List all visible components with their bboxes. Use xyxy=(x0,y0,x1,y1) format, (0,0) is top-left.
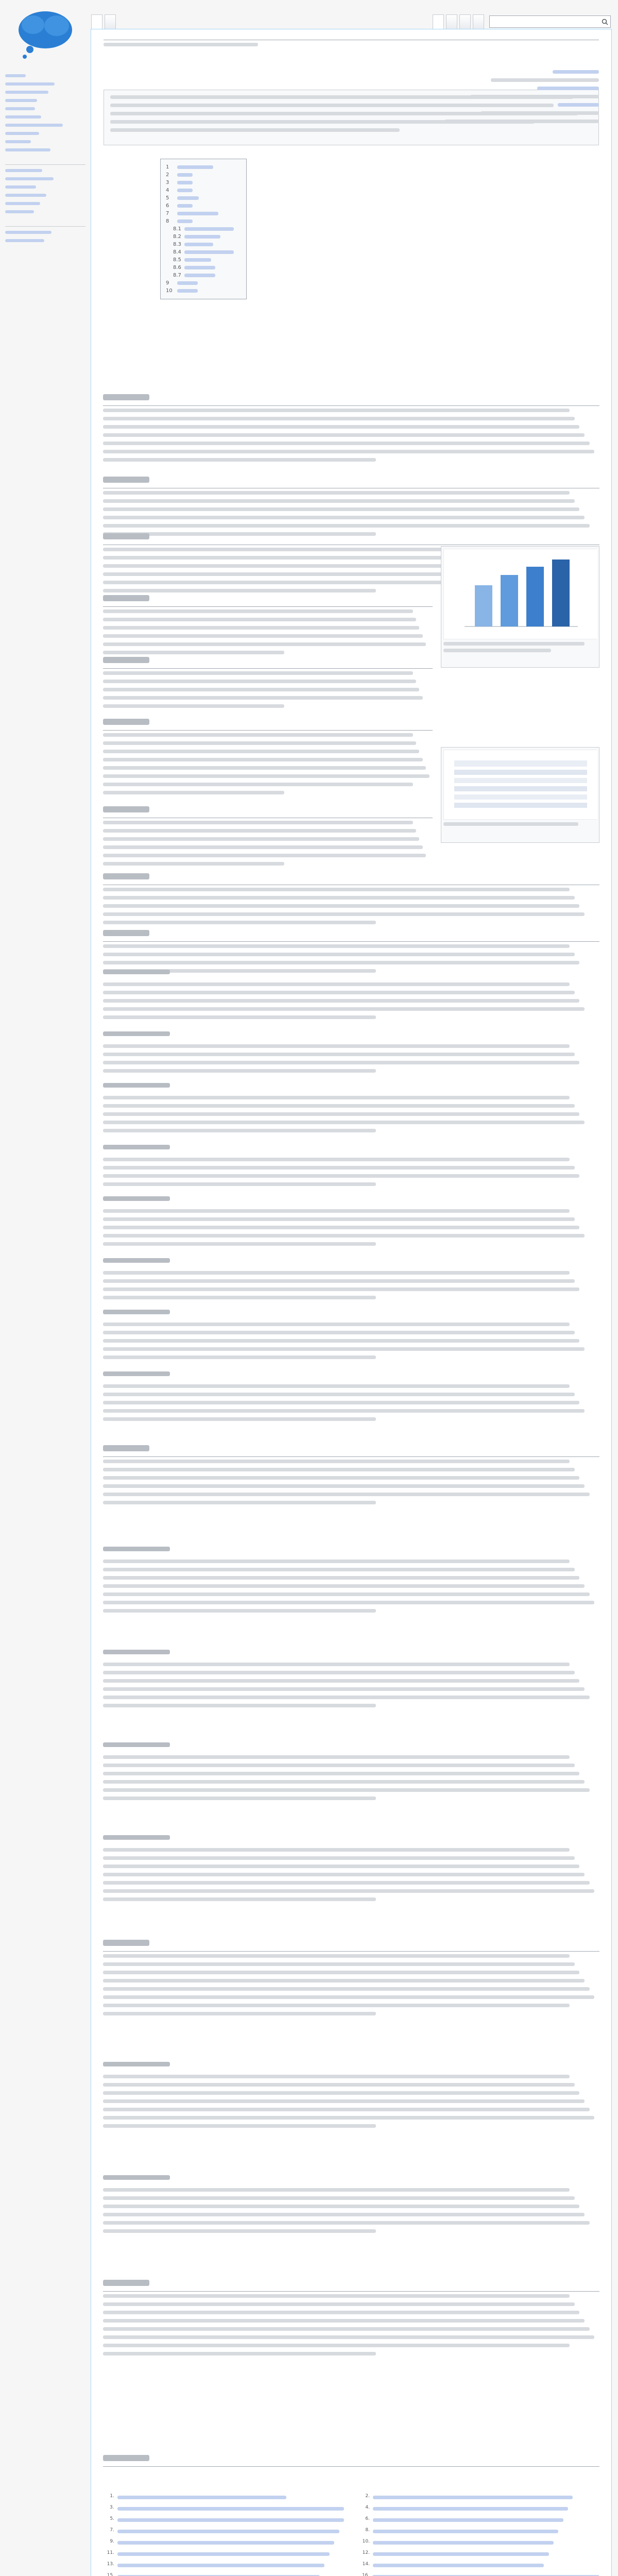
figure-box xyxy=(441,747,599,843)
subsection-heading xyxy=(103,1649,599,1660)
paragraph-line xyxy=(103,685,433,693)
paragraph-line xyxy=(103,1660,599,1668)
article-section xyxy=(103,392,599,464)
sidebar-link[interactable] xyxy=(5,113,85,122)
section-heading xyxy=(103,1443,599,1457)
paragraph-line xyxy=(103,1968,599,1976)
reference-item[interactable] xyxy=(358,2573,599,2576)
toc-item[interactable]: 2 xyxy=(166,171,241,179)
tab-history[interactable] xyxy=(473,14,484,29)
paragraph-line xyxy=(103,2210,599,2218)
subsection-heading xyxy=(103,2061,599,2072)
sidebar-heading xyxy=(5,225,85,227)
article-section xyxy=(103,2277,599,2358)
author-block xyxy=(429,67,599,125)
paragraph-line xyxy=(103,1701,599,1709)
reference-item[interactable] xyxy=(103,2516,344,2528)
article-section xyxy=(103,871,599,926)
article-section xyxy=(103,654,433,710)
paragraph-line xyxy=(103,988,599,996)
paragraph-line xyxy=(103,439,599,447)
paragraph-line xyxy=(103,488,599,497)
article-subsection xyxy=(103,1834,599,1903)
paragraph-line xyxy=(103,1293,599,1301)
paragraph-line xyxy=(103,505,599,513)
toc-item[interactable]: 8.4 xyxy=(166,248,241,256)
paragraph-line xyxy=(103,739,433,747)
paragraph-line xyxy=(103,818,433,826)
article-section xyxy=(103,716,433,796)
figure-caption xyxy=(443,639,597,652)
article-subsection xyxy=(103,1370,599,1423)
paragraph-line xyxy=(103,1118,599,1126)
paragraph-line xyxy=(103,1845,599,1854)
paragraph-line xyxy=(103,826,433,835)
subsection-heading xyxy=(103,1195,599,1207)
article-subsection xyxy=(103,1257,599,1301)
paragraph-line xyxy=(103,1042,599,1050)
sidebar-link[interactable] xyxy=(5,192,85,200)
reference-number: 12. xyxy=(362,2550,370,2555)
article-subsection xyxy=(103,1649,599,1709)
subsection-heading xyxy=(103,1082,599,1093)
paragraph-line xyxy=(103,1985,599,1993)
paragraph-line xyxy=(103,1126,599,1134)
section-heading xyxy=(103,531,599,545)
article-subsection xyxy=(103,1546,599,1615)
paragraph-line xyxy=(103,1155,599,1163)
search-icon[interactable] xyxy=(599,16,610,27)
tab-talk[interactable] xyxy=(105,14,116,29)
section-heading xyxy=(103,804,433,818)
site-logo[interactable] xyxy=(10,2,80,64)
article-subsection xyxy=(103,1082,599,1134)
sidebar-link[interactable] xyxy=(5,200,85,208)
article-section xyxy=(103,804,433,868)
toc-item[interactable]: 8.5 xyxy=(166,256,241,264)
toc-item[interactable]: 6 xyxy=(166,202,241,210)
section-heading xyxy=(103,592,433,607)
paragraph-line xyxy=(103,1207,599,1215)
paragraph-line xyxy=(103,1769,599,1777)
tab-edit-source[interactable] xyxy=(459,14,471,29)
paragraph-line xyxy=(103,1066,599,1075)
figure-image xyxy=(443,549,597,639)
site-subtitle xyxy=(104,42,599,49)
sidebar-link[interactable] xyxy=(5,183,85,192)
paragraph-line xyxy=(103,2325,599,2333)
sidebar-link[interactable] xyxy=(5,167,85,175)
article-subsection xyxy=(103,1309,599,1361)
article-section xyxy=(103,927,599,975)
paragraph-line xyxy=(103,607,433,615)
subsection-heading xyxy=(103,1030,599,1042)
paragraph-line xyxy=(103,2001,599,2009)
paragraph-line xyxy=(103,677,433,685)
paragraph-line xyxy=(103,1606,599,1615)
paragraph-line xyxy=(103,1163,599,1172)
paragraph-line xyxy=(103,2089,599,2097)
paragraph-line xyxy=(103,958,599,967)
paragraph-line xyxy=(103,788,433,796)
tab-article[interactable] xyxy=(91,14,102,29)
paragraph-line xyxy=(103,996,599,1005)
article-section xyxy=(103,2452,599,2467)
section-heading xyxy=(103,654,433,669)
paragraph-line xyxy=(103,1573,599,1582)
toc-item[interactable]: 10 xyxy=(166,287,241,295)
article-subsection xyxy=(103,2174,599,2235)
paragraph-line xyxy=(103,406,599,414)
paragraph-line xyxy=(103,521,599,530)
section-heading xyxy=(103,392,599,406)
section-heading xyxy=(103,927,599,942)
paragraph-line xyxy=(103,2292,599,2300)
reference-number: 14. xyxy=(362,2562,370,2567)
paragraph-line xyxy=(103,1277,599,1285)
paragraph-line xyxy=(103,497,599,505)
paragraph-line xyxy=(103,2113,599,2122)
paragraph-line xyxy=(103,780,433,788)
paragraph-line xyxy=(103,2349,599,2358)
paragraph-line xyxy=(103,731,433,739)
sidebar xyxy=(5,72,85,253)
toc-item[interactable]: 5 xyxy=(166,194,241,202)
article-subsection xyxy=(103,969,599,1021)
reference-number: 10. xyxy=(362,2539,370,2544)
search-box xyxy=(489,15,611,28)
reference-number: 7. xyxy=(110,2528,114,2533)
paragraph-line xyxy=(103,950,599,958)
paragraph-line xyxy=(103,980,599,988)
reference-item[interactable] xyxy=(103,2562,344,2573)
section-heading xyxy=(103,871,599,885)
reference-number: 16. xyxy=(362,2573,370,2576)
paragraph-line xyxy=(103,1753,599,1761)
paragraph-line xyxy=(103,1268,599,1277)
paragraph-line xyxy=(103,1777,599,1786)
paragraph-line xyxy=(103,1328,599,1336)
subsection-heading xyxy=(103,1370,599,1382)
paragraph-line xyxy=(103,902,599,910)
paragraph-line xyxy=(103,1345,599,1353)
subsection-heading xyxy=(103,1834,599,1845)
paragraph-line xyxy=(103,942,599,950)
paragraph-line xyxy=(103,755,433,764)
sidebar-link[interactable] xyxy=(5,105,85,113)
paragraph-line xyxy=(103,2218,599,2227)
article-section xyxy=(103,1443,599,1506)
subsection-heading xyxy=(103,1144,599,1155)
paragraph-line xyxy=(103,1465,599,1473)
paragraph-line xyxy=(103,693,433,702)
paragraph-line xyxy=(103,447,599,455)
paragraph-line xyxy=(103,2105,599,2113)
article-subsection xyxy=(103,1195,599,1248)
search-input[interactable] xyxy=(490,16,599,27)
reference-number: 1. xyxy=(110,2494,114,2499)
paragraph-line xyxy=(103,1058,599,1066)
paragraph-line xyxy=(103,1231,599,1240)
paragraph-line xyxy=(103,1398,599,1406)
toc-item[interactable]: 9 xyxy=(166,279,241,287)
reference-number: 11. xyxy=(107,2550,114,2555)
paragraph-line xyxy=(103,1590,599,1598)
paragraph-line xyxy=(103,1598,599,1606)
subsection-heading xyxy=(103,2174,599,2185)
paragraph-line xyxy=(103,1223,599,1231)
reference-item[interactable] xyxy=(358,2550,599,2562)
subsection-heading xyxy=(103,1741,599,1753)
page-title xyxy=(104,38,599,40)
sidebar-link[interactable] xyxy=(5,89,85,97)
toc-item[interactable]: 8.1 xyxy=(166,225,241,233)
sidebar-group-navigation xyxy=(5,72,85,155)
reference-list xyxy=(103,2494,599,2576)
paragraph-line xyxy=(103,2080,599,2089)
paragraph-line xyxy=(103,1952,599,1960)
paragraph-line xyxy=(103,1668,599,1676)
sidebar-link[interactable] xyxy=(5,72,85,80)
reference-number: 2. xyxy=(365,2494,370,2499)
top-bar xyxy=(0,0,618,29)
paragraph-line xyxy=(103,1240,599,1248)
paragraph-line xyxy=(103,1761,599,1769)
sidebar-group-tools xyxy=(5,163,85,216)
sidebar-link[interactable] xyxy=(5,175,85,183)
toc-item[interactable]: 7 xyxy=(166,210,241,217)
paragraph-line xyxy=(103,772,433,780)
reference-item[interactable] xyxy=(103,2528,344,2539)
paragraph-line xyxy=(103,414,599,422)
sidebar-link[interactable] xyxy=(5,237,85,245)
paragraph-line xyxy=(103,615,433,623)
paragraph-line xyxy=(103,632,433,640)
paragraph-line xyxy=(103,1353,599,1361)
paragraph-line xyxy=(103,1895,599,1903)
toc-item[interactable]: 8.6 xyxy=(166,264,241,272)
article-subsection xyxy=(103,1030,599,1075)
paragraph-line xyxy=(103,1005,599,1013)
paragraph-line xyxy=(103,2308,599,2316)
paragraph-line xyxy=(103,859,433,868)
subsection-heading xyxy=(103,969,599,980)
section-heading xyxy=(103,2277,599,2292)
toc-item[interactable]: 8.3 xyxy=(166,241,241,248)
paragraph-line xyxy=(103,1565,599,1573)
paragraph-line xyxy=(103,1786,599,1794)
paragraph-line xyxy=(103,1172,599,1180)
paragraph-line xyxy=(103,2300,599,2308)
reference-item[interactable] xyxy=(358,2494,599,2505)
toc-item[interactable]: 8.7 xyxy=(166,272,241,279)
paragraph-line xyxy=(103,1878,599,1887)
reference-number: 9. xyxy=(110,2539,114,2544)
sidebar-link[interactable] xyxy=(5,138,85,146)
paragraph-line xyxy=(103,1457,599,1465)
paragraph-line xyxy=(103,1336,599,1345)
toc-item[interactable]: 8.2 xyxy=(166,233,241,241)
reference-item[interactable] xyxy=(358,2528,599,2539)
paragraph-line xyxy=(103,1013,599,1021)
paragraph-line xyxy=(103,2009,599,2018)
sidebar-link[interactable] xyxy=(5,97,85,105)
section-heading xyxy=(103,2452,599,2467)
article-section xyxy=(103,1937,599,2018)
toc-item[interactable]: 4 xyxy=(166,187,241,194)
paragraph-line xyxy=(103,2122,599,2130)
paragraph-line xyxy=(103,747,433,755)
paragraph-line xyxy=(103,513,599,521)
tab-edit[interactable] xyxy=(446,14,457,29)
paragraph-line xyxy=(103,702,433,710)
reference-number: 8. xyxy=(365,2528,370,2533)
article-section xyxy=(103,474,599,538)
paragraph-line xyxy=(103,893,599,902)
paragraph-line xyxy=(103,1582,599,1590)
section-heading xyxy=(103,474,599,488)
paragraph-line xyxy=(103,455,599,464)
paragraph-line xyxy=(103,422,599,431)
reference-item[interactable] xyxy=(358,2516,599,2528)
figure-image xyxy=(443,750,597,820)
paragraph-line xyxy=(103,918,599,926)
paragraph-line xyxy=(103,1887,599,1895)
subsection-heading xyxy=(103,1257,599,1268)
paragraph-line xyxy=(103,885,599,893)
paragraph-line xyxy=(103,835,433,843)
paragraph-line xyxy=(103,2194,599,2202)
article-section xyxy=(103,592,433,656)
paragraph-line xyxy=(103,1482,599,1490)
paragraph-line xyxy=(103,640,433,648)
subsection-heading xyxy=(103,1309,599,1320)
paragraph-line xyxy=(103,1473,599,1482)
paragraph-line xyxy=(103,2316,599,2325)
toc-item[interactable]: 3 xyxy=(166,179,241,187)
page-tabs xyxy=(91,14,484,29)
figure-caption xyxy=(443,820,597,826)
paragraph-line xyxy=(103,1050,599,1058)
paragraph-line xyxy=(103,851,433,859)
paragraph-line xyxy=(103,1285,599,1293)
paragraph-line xyxy=(103,1093,599,1101)
view-tabs xyxy=(433,14,484,29)
paragraph-line xyxy=(103,1110,599,1118)
section-heading xyxy=(103,1937,599,1952)
paragraph-line xyxy=(103,2333,599,2341)
paragraph-line xyxy=(103,1406,599,1415)
subsection-heading xyxy=(103,1546,599,1557)
sidebar-link[interactable] xyxy=(5,146,85,155)
reference-item[interactable] xyxy=(103,2539,344,2550)
reference-number: 6. xyxy=(365,2516,370,2521)
sidebar-link[interactable] xyxy=(5,122,85,130)
paragraph-line xyxy=(103,1557,599,1565)
paragraph-line xyxy=(103,1794,599,1802)
section-heading xyxy=(103,716,433,731)
sidebar-link[interactable] xyxy=(5,80,85,89)
sidebar-link[interactable] xyxy=(5,229,85,237)
paragraph-line xyxy=(103,1870,599,1878)
paragraph-line xyxy=(103,2072,599,2080)
sidebar-link[interactable] xyxy=(5,130,85,138)
reference-number: 13. xyxy=(107,2562,114,2567)
paragraph-line xyxy=(103,1490,599,1498)
reference-item[interactable] xyxy=(358,2505,599,2516)
table-of-contents xyxy=(160,159,247,299)
paragraph-line xyxy=(103,1390,599,1398)
paragraph-line xyxy=(103,623,433,632)
article-subsection xyxy=(103,1741,599,1802)
paragraph-line xyxy=(103,1180,599,1188)
toc-item[interactable]: 1 xyxy=(166,163,241,171)
sidebar-group-print xyxy=(5,225,85,245)
paragraph-line xyxy=(103,1101,599,1110)
figure-box xyxy=(441,546,599,668)
paragraph-line xyxy=(103,1498,599,1506)
paragraph-line xyxy=(103,843,433,851)
paragraph-line xyxy=(103,764,433,772)
reference-number: 5. xyxy=(110,2516,114,2521)
paragraph-line xyxy=(103,669,433,677)
tab-read[interactable] xyxy=(433,14,444,29)
article-subsection xyxy=(103,2061,599,2130)
sidebar-link[interactable] xyxy=(5,208,85,216)
article-subsection xyxy=(103,1144,599,1188)
paragraph-line xyxy=(103,2202,599,2210)
reference-item[interactable] xyxy=(103,2494,344,2505)
paragraph-line xyxy=(103,2097,599,2105)
paragraph-line xyxy=(103,1993,599,2001)
paragraph-line xyxy=(103,2185,599,2194)
paragraph-line xyxy=(103,1854,599,1862)
reference-item[interactable] xyxy=(103,2505,344,2516)
paragraph-line xyxy=(103,1685,599,1693)
paragraph-line xyxy=(103,2227,599,2235)
paragraph-line xyxy=(103,1415,599,1423)
reference-item[interactable] xyxy=(358,2539,599,2550)
paragraph-line xyxy=(103,1960,599,1968)
reference-item[interactable] xyxy=(103,2573,344,2576)
paragraph-line xyxy=(103,1382,599,1390)
paragraph-line xyxy=(103,1693,599,1701)
paragraph-line xyxy=(103,1215,599,1223)
paragraph-line xyxy=(103,1862,599,1870)
toc-item[interactable]: 8 xyxy=(166,217,241,225)
paragraph-line xyxy=(103,1320,599,1328)
reference-number: 4. xyxy=(365,2505,370,2510)
paragraph-line xyxy=(103,1676,599,1685)
reference-item[interactable] xyxy=(103,2550,344,2562)
sidebar-heading xyxy=(5,163,85,165)
paragraph-line xyxy=(103,431,599,439)
paragraph-line xyxy=(103,910,599,918)
reference-item[interactable] xyxy=(358,2562,599,2573)
reference-number: 15. xyxy=(107,2573,114,2576)
reference-number: 3. xyxy=(109,2505,114,2510)
paragraph-line xyxy=(103,2341,599,2349)
paragraph-line xyxy=(103,1976,599,1985)
